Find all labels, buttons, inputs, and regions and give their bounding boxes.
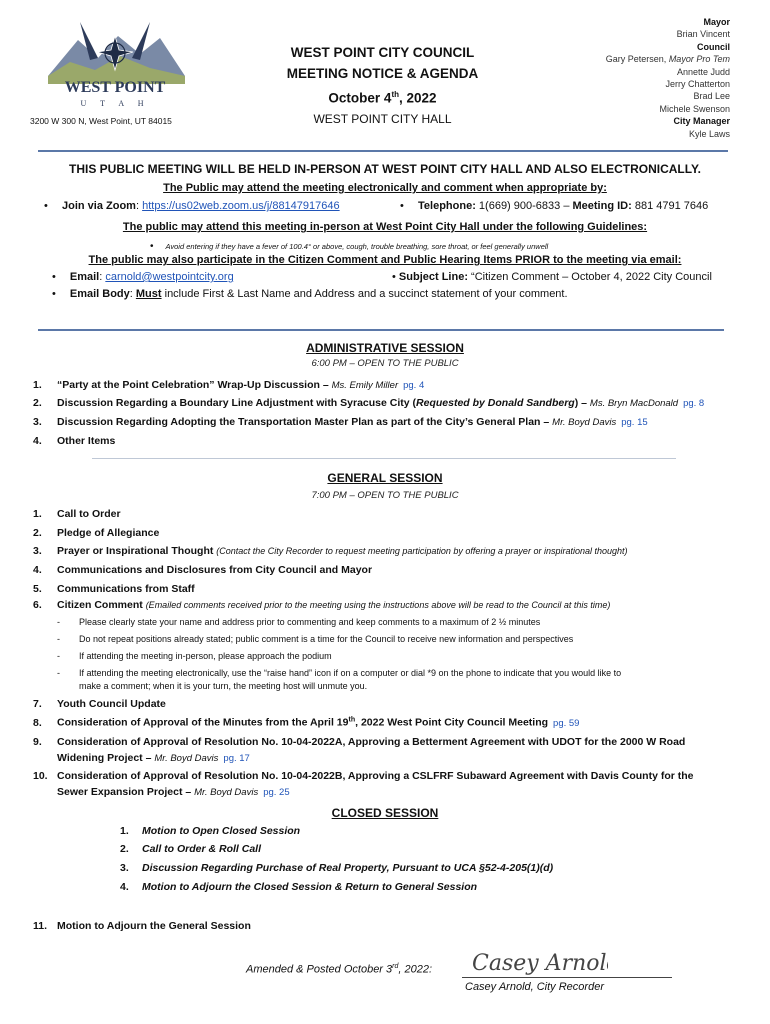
subject-row: • Subject Line: “Citizen Comment – October 4, 2022 City Council (392, 271, 712, 283)
section-divider (92, 458, 676, 459)
council-member: Annette Judd (676, 66, 730, 77)
agenda-title-block (255, 42, 510, 126)
email-link[interactable]: carnold@westpointcity.org (105, 271, 234, 283)
page-ref: pg. 8 (683, 398, 705, 409)
council-member: Jerry Chatterton (665, 79, 730, 90)
recorder-name: Casey Arnold, City Recorder (465, 981, 604, 993)
council-member: Brad Lee (693, 91, 730, 102)
electronic-heading: The Public may attend the meeting electronically and comment when appropriate by: (163, 182, 607, 194)
general-item-cont: Widening Project – Mr. Boyd Davis pg. 17 (57, 752, 250, 764)
phone-row: • Telephone: 1(669) 900-6833 – Meeting ID: 881 4791 7646 (408, 200, 708, 212)
signature-line (462, 977, 672, 978)
officials-list (606, 16, 730, 140)
meeting-id: 881 4791 7646 (634, 200, 709, 212)
general-item-cont: Sewer Expansion Project – Mr. Boyd Davis pg. 25 (57, 786, 290, 798)
pro-tem: Gary Petersen, Mayor Pro Tem (605, 54, 730, 65)
email-body-row: • Email Body: Must include First & Last Name and Address and a succinct statement of your comment. (52, 288, 568, 300)
recorder-signature (468, 940, 608, 978)
general-item: 10. Consideration of Approval of Resolution No. 10-04-2022B, Approving a CSLFRF Subaward Agreement with Davis County for the (33, 770, 694, 782)
general-item: 2. Pledge of Allegiance (33, 527, 160, 539)
admin-item: 4. Other Items (33, 435, 116, 447)
closed-item: 4. Motion to Adjourn the Closed Session & Return to General Session (120, 881, 478, 893)
city-address: 3200 W 300 N, West Point, UT 84015 (30, 116, 172, 126)
council-label: Council (697, 41, 730, 52)
general-item: 1. Call to Order (33, 508, 121, 520)
comment-rule: - Please clearly state your name and address prior to commenting and keep comments to a maximum of 2 ½ minutes (57, 617, 541, 627)
city-manager-name: Kyle Laws (688, 128, 730, 139)
page-ref: pg. 4 (403, 380, 425, 391)
comment-rule: - If attending the meeting electronically, use the “raise hand” icon if on a computer or dial *9 on the phone to indicate that you would like to (57, 668, 622, 678)
email-comment-heading: The public may also participate in the Citizen Comment and Public Hearing Items PRIOR to the meeting via email: (88, 254, 682, 266)
closed-item: 2. Call to Order & Roll Call (120, 843, 262, 855)
general-item: 8. Consideration of Approval of the Minutes from the April 19th, 2022 West Point City Council Meeting pg. 59 (33, 716, 580, 729)
admin-item: 2. Discussion Regarding a Boundary Line Adjustment with Syracuse City (Requested by Donald Sandberg) – Ms. Bryn MacDonald pg. 8 (33, 397, 705, 409)
general-item: 4. Communications and Disclosures from City Council and Mayor (33, 564, 373, 576)
svg-text:Casey Arnold: Casey Arnold (472, 951, 608, 976)
zoom-row: • Join via Zoom: https://us02web.zoom.us/j/88147917646 (52, 200, 340, 212)
general-item: 11. Motion to Adjourn the General Session (33, 920, 251, 932)
general-session-title: GENERAL SESSION (327, 471, 443, 485)
guideline-text: Avoid entering if they have a fever of 100.4° or above, cough, trouble breathing, sore throat, or feel generally unwell (165, 242, 549, 251)
agenda-title-line-2: MEETING NOTICE & AGENDA (286, 66, 479, 81)
admin-session-title: ADMINISTRATIVE SESSION (306, 341, 464, 355)
notice-divider (38, 329, 724, 331)
meeting-date: October 4th, 2022 (328, 90, 437, 106)
comment-rule-cont: make a comment; when it is your turn, the meeting host will unmute you. (79, 681, 368, 691)
page-ref: pg. 17 (223, 753, 250, 764)
general-item: 7. Youth Council Update (33, 698, 166, 710)
header-divider (38, 150, 728, 152)
inperson-heading: The public may attend this meeting in-person at West Point City Hall under the following Guidelines: (122, 221, 648, 233)
west-point-logo (40, 18, 190, 110)
closed-item: 1. Motion to Open Closed Session (120, 825, 301, 837)
general-item: 3. Prayer or Inspirational Thought (Contact the City Recorder to request meeting participation by offering a prayer or inspirational thought) (33, 545, 628, 557)
admin-session-time: 6:00 PM – OPEN TO THE PUBLIC (311, 358, 459, 369)
comment-rule: - Do not repeat positions already stated; public comment is a time for the Council to receive new information and perspectives (57, 634, 574, 644)
council-member: Michele Swenson (659, 103, 730, 114)
posted-date: Amended & Posted October 3rd, 2022: (246, 963, 433, 976)
closed-session-title: CLOSED SESSION (331, 806, 439, 820)
general-item: 6. Citizen Comment (Emailed comments received prior to the meeting using the instructions above will be read to the Council at this time) (33, 599, 611, 611)
mayor-name: Brian Vincent (676, 29, 730, 40)
meeting-location: WEST POINT CITY HALL (313, 111, 452, 126)
general-session-time: 7:00 PM – OPEN TO THE PUBLIC (311, 490, 459, 501)
page-ref: pg. 15 (621, 417, 648, 428)
general-item: 5. Communications from Staff (33, 583, 195, 595)
admin-item: 1. “Party at the Point Celebration” Wrap-Up Discussion – Ms. Emily Miller pg. 4 (33, 379, 425, 391)
page-ref: pg. 59 (553, 717, 580, 729)
closed-item: 3. Discussion Regarding Purchase of Real Property, Pursuant to UCA §52-4-205(1)(d) (120, 862, 554, 874)
comment-rule: - If attending the meeting in-person, please approach the podium (57, 651, 332, 661)
guideline-row: • Avoid entering if they have a fever of 100.4° or above, cough, trouble breathing, sore throat, or feel generally unwell (150, 241, 549, 252)
notice-headline: THIS PUBLIC MEETING WILL BE HELD IN-PERSON AT WEST POINT CITY HALL AND ALSO ELECTRONICALLY. (68, 162, 701, 176)
general-item: 9. Consideration of Approval of Resolution No. 10-04-2022A, Approving a Betterment Agreement with UDOT for the 2000 W Road (33, 736, 686, 748)
admin-item: 3. Discussion Regarding Adopting the Transportation Master Plan as part of the City’s General Plan – Mr. Boyd Davis pg. 15 (33, 416, 648, 428)
logo-text: WEST POINT (64, 79, 166, 96)
city-manager-label: City Manager (673, 116, 730, 127)
email-row: • Email: carnold@westpointcity.org (52, 271, 234, 283)
mayor-label: Mayor (703, 17, 730, 27)
agenda-title-line-1: WEST POINT CITY COUNCIL (290, 45, 475, 60)
logo-subtext: U T A H (80, 99, 150, 108)
zoom-link[interactable]: https://us02web.zoom.us/j/88147917646 (142, 200, 340, 212)
page-ref: pg. 25 (263, 787, 290, 798)
